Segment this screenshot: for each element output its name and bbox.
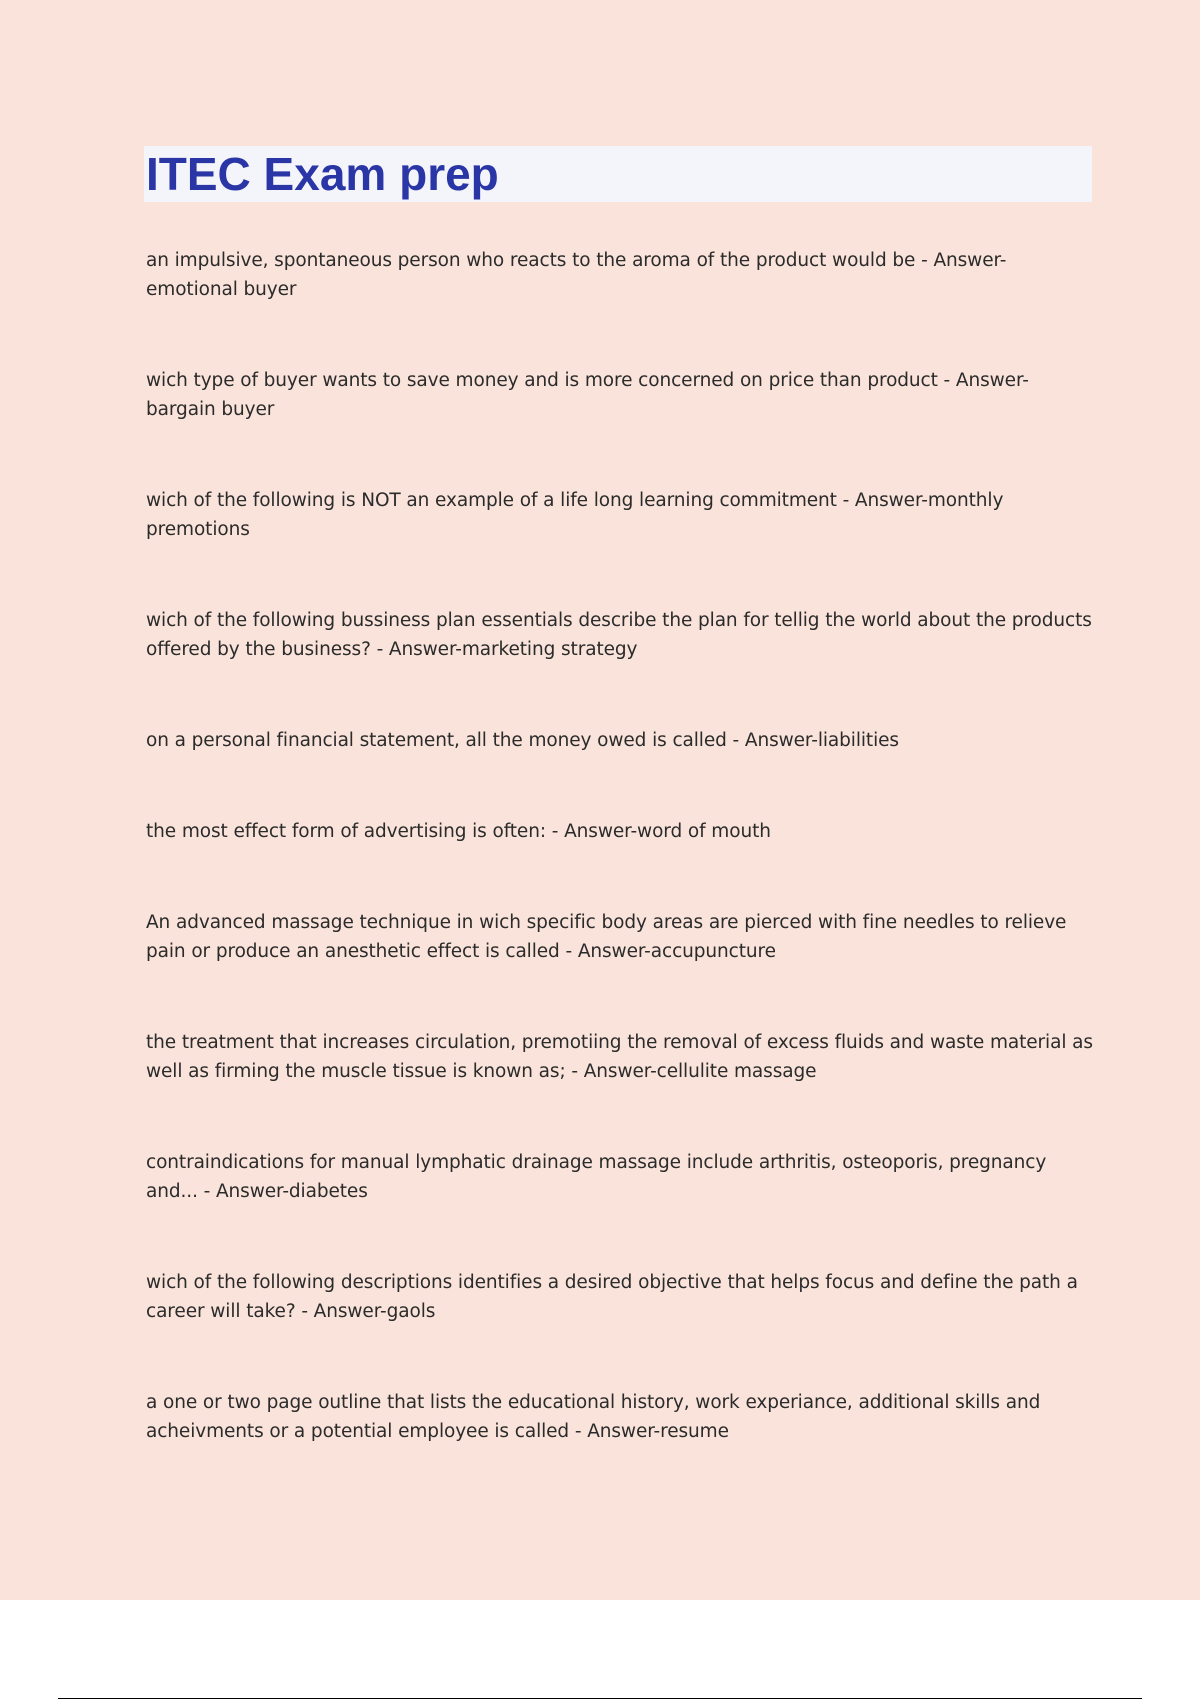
qa-item-1: an impulsive, spontaneous person who reacts to the aroma of the product would be - Answer-emotional buyer: [146, 250, 1007, 300]
qa-item-11: a one or two page outline that lists the educational history, work experiance, additional skills and acheivments or a potential employee is called - Answer-resume: [146, 1392, 1041, 1442]
qa-item-9: contraindications for manual lymphatic drainage massage include arthritis, osteoporis, pregnancy and... - Answer-diabetes: [146, 1152, 1047, 1202]
qa-item-4: wich of the following bussiness plan essentials describe the plan for tellig the world about the products offered by the business? - Answer-marketing strategy: [146, 610, 1092, 660]
qa-item-8: the treatment that increases circulation, premotiing the removal of excess fluids and waste material as well as firming the muscle tissue is known as; - Answer-cellulite massage: [146, 1032, 1093, 1082]
qa-item-7: An advanced massage technique in wich specific body areas are pierced with fine needles to relieve pain or produce an anesthetic effect is called - Answer-accupuncture: [146, 912, 1067, 962]
footer-divider: [58, 1698, 1142, 1699]
qa-item-5: on a personal financial statement, all the money owed is called - Answer-liabilities: [146, 730, 899, 751]
qa-list: [146, 246, 1096, 1508]
qa-item-3: wich of the following is NOT an example of a life long learning commitment - Answer-monthly premotions: [146, 490, 1004, 540]
qa-item-6: the most effect form of advertising is often: - Answer-word of mouth: [146, 821, 771, 842]
qa-item-10: wich of the following descriptions identifies a desired objective that helps focus and define the path a career will take? - Answer-gaols: [146, 1272, 1078, 1322]
qa-item-2: wich type of buyer wants to save money and is more concerned on price than product - Answer-bargain buyer: [146, 370, 1029, 420]
page-title: ITEC Exam prep: [146, 148, 499, 200]
